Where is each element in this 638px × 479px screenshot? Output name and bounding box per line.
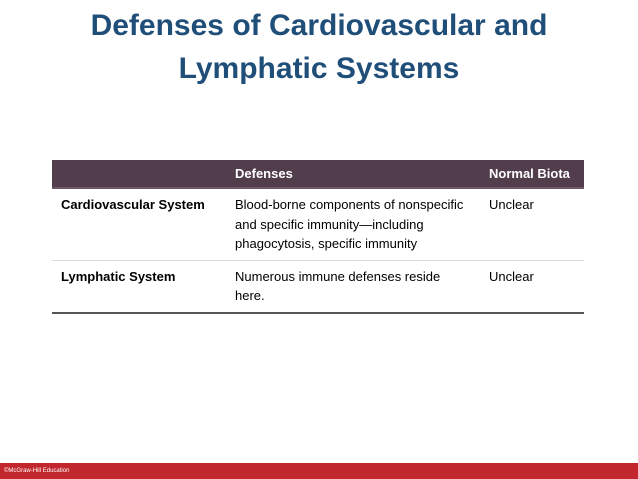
row-defenses: Blood-borne components of nonspecific and specific immunity—including phagocytosis, specific immunity bbox=[226, 188, 480, 260]
row-normal-biota: Unclear bbox=[480, 188, 584, 260]
header-cell-defenses: Defenses bbox=[226, 160, 480, 188]
defenses-table bbox=[52, 160, 584, 314]
table-row bbox=[52, 188, 584, 260]
table-row bbox=[52, 260, 584, 313]
table-header-row bbox=[52, 160, 584, 188]
row-system-name: Lymphatic System bbox=[52, 260, 226, 313]
footer-bar bbox=[0, 463, 638, 479]
table-body bbox=[52, 188, 584, 313]
title-line-1: Defenses of Cardiovascular and bbox=[90, 9, 548, 42]
copyright-text: ©McGraw-Hill Education bbox=[4, 468, 70, 474]
row-system-name: Cardiovascular System bbox=[52, 188, 226, 260]
header-cell-system bbox=[52, 160, 226, 188]
slide-title bbox=[40, 4, 598, 90]
defenses-table-container bbox=[52, 160, 584, 314]
row-normal-biota: Unclear bbox=[480, 260, 584, 313]
title-line-2: Lymphatic Systems bbox=[178, 52, 460, 85]
header-cell-normal-biota: Normal Biota bbox=[480, 160, 584, 188]
table-header bbox=[52, 160, 584, 188]
row-defenses: Numerous immune defenses reside here. bbox=[226, 260, 480, 313]
